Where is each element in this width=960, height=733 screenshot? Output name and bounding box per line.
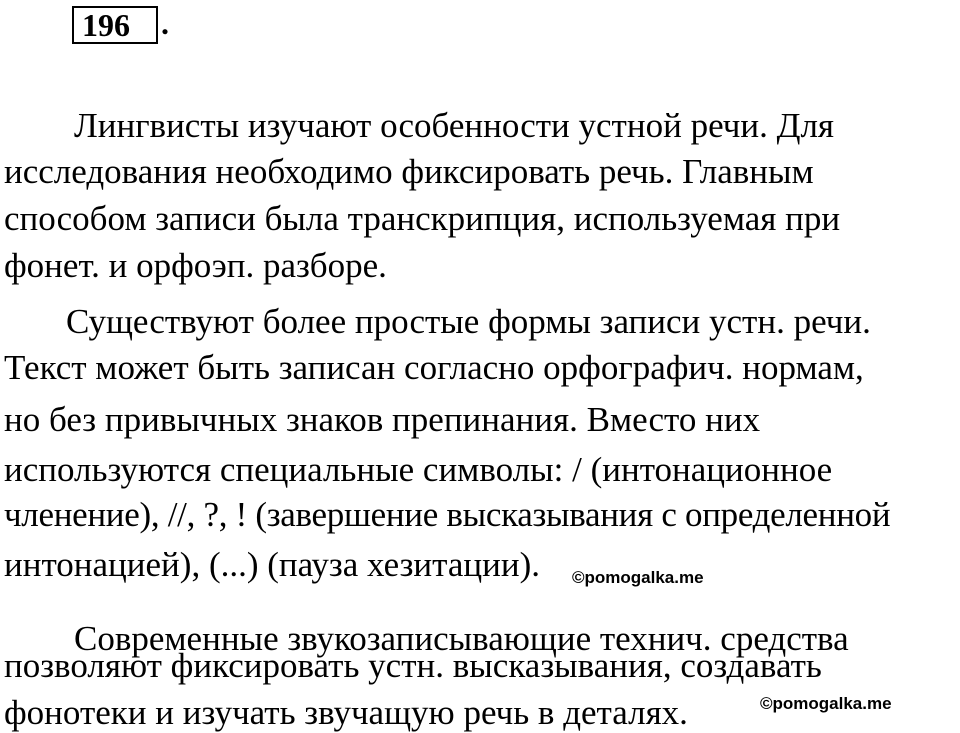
text-line: но без привычных знаков препинания. Вместо них	[4, 400, 761, 439]
text-line: способом записи была транскрипция, используемая при	[4, 199, 841, 238]
text-line: Существуют более простые формы записи устн. речи.	[66, 302, 871, 341]
text-line: членение), //, ?, ! (завершение высказывания с определенной	[4, 495, 891, 534]
task-number: 196	[72, 6, 158, 44]
text-line: Текст может быть записан согласно орфографич. нормам,	[4, 348, 864, 387]
text-line: используются специальные символы: / (интонационное	[4, 450, 833, 489]
text-line: Современные звукозаписывающие технич. средства	[74, 619, 849, 658]
text-line: Лингвисты изучают особенности устной речи. Для	[74, 106, 835, 145]
text-line: фонотеки и изучать звучащую речь в деталях.	[4, 693, 688, 732]
text-line: фонет. и орфоэп. разборе.	[4, 246, 387, 285]
text-line: интонацией), (...) (пауза хезитации).	[4, 545, 541, 584]
watermark: ©pomogalka.me	[760, 694, 892, 713]
task-number-dot: .	[161, 5, 169, 41]
text-line: исследования необходимо фиксировать речь. Главным	[4, 152, 814, 191]
text-line: позволяют фиксировать устн. высказывания, создавать	[4, 646, 822, 685]
watermark: ©pomogalka.me	[572, 568, 704, 587]
